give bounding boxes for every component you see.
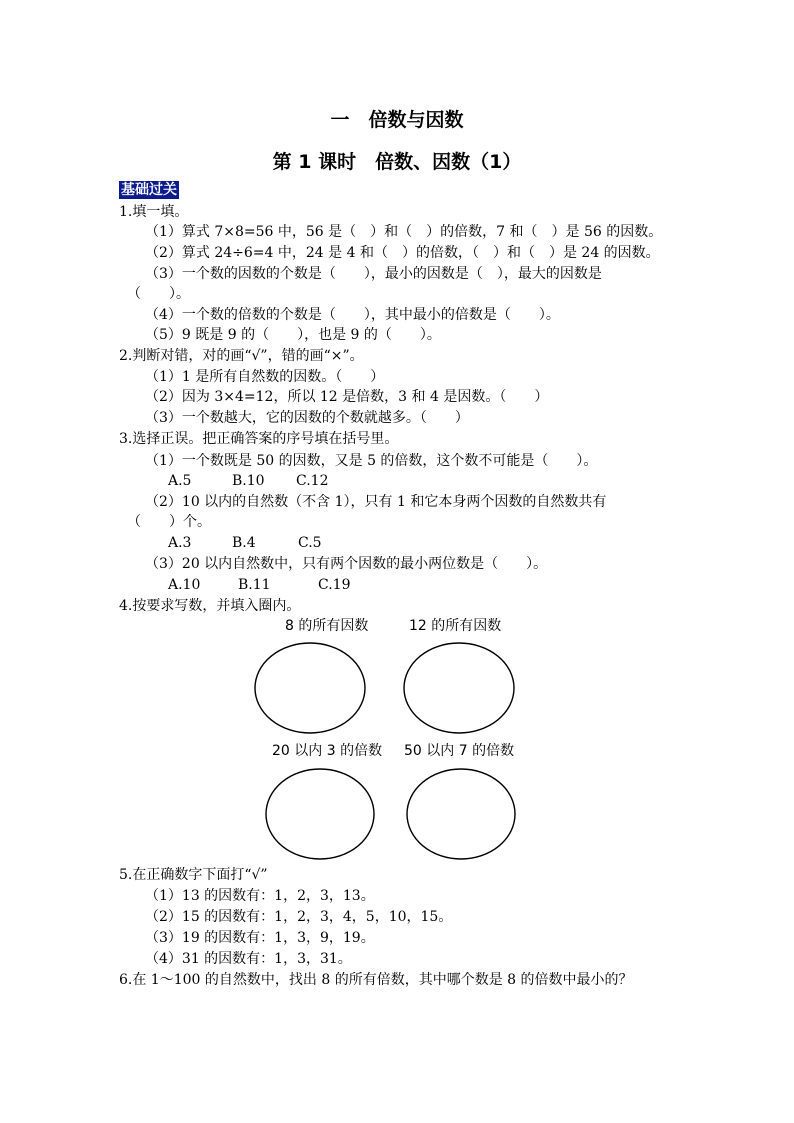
q3-item-2-continued: （ ）个。 bbox=[127, 514, 211, 530]
q1-heading: 1.填一填。 bbox=[119, 204, 189, 220]
answer-circle-multiples-3[interactable] bbox=[262, 766, 378, 862]
q5-item-1: （1）13 的因数有：1，2，3，13。 bbox=[145, 888, 375, 904]
q2-heading: 2.判断对错，对的画“√”，错的画“×”。 bbox=[119, 348, 364, 364]
q1-item-1: （1）算式 7×8=56 中，56 是（ ）和（ ）的倍数，7 和（ ）是 56 的因数。 bbox=[145, 224, 663, 240]
q5-item-3: （3）19 的因数有：1，3，9，19。 bbox=[145, 930, 375, 946]
q3-item-2: （2）10 以内的自然数（不含 1），只有 1 和它本身两个因数的自然数共有 bbox=[145, 494, 607, 510]
q3-item-2-options bbox=[168, 534, 322, 552]
q4-heading: 4.按要求写数，并填入圈内。 bbox=[119, 598, 301, 614]
option-c: C.5 bbox=[298, 535, 322, 551]
option-a: A.3 bbox=[168, 535, 192, 551]
label-factors-of-8: 8 的所有因数 bbox=[285, 618, 369, 634]
label-factors-of-12: 12 的所有因数 bbox=[409, 618, 502, 634]
q2-item-3: （3）一个数越大，它的因数的个数就越多。（ ） bbox=[145, 410, 469, 426]
q3-item-3: （3）20 以内自然数中，只有两个因数的最小两位数是（ ）。 bbox=[145, 556, 548, 572]
q3-item-1-options bbox=[168, 472, 328, 490]
q1-item-4: （4）一个数的倍数的个数是（ ），其中最小的倍数是（ ）。 bbox=[145, 307, 560, 323]
label-multiples-of-3: 20 以内 3 的倍数 bbox=[272, 743, 383, 759]
option-b: B.4 bbox=[232, 535, 256, 551]
q2-item-1: （1）1 是所有自然数的因数。（ ） bbox=[145, 369, 385, 385]
section-badge: 基础过关 bbox=[121, 182, 177, 198]
q5-item-2: （2）15 的因数有：1，2，3，4，5，10，15。 bbox=[145, 909, 453, 925]
lesson-subtitle: 第 1 课时 倍数、因数（1） bbox=[272, 151, 522, 173]
option-a: A.10 bbox=[168, 577, 201, 593]
q6-heading: 6.在 1～100 的自然数中，找出 8 的所有倍数，其中哪个数是 8 的倍数中最小的？ bbox=[119, 972, 633, 988]
option-c: C.12 bbox=[296, 473, 329, 489]
q1-item-3: （3）一个数的因数的个数是（ ），最小的因数是（ ），最大的因数是 bbox=[145, 266, 602, 282]
page-title: 一 倍数与因数 bbox=[330, 109, 464, 131]
q3-item-3-options bbox=[168, 576, 350, 594]
option-b: B.10 bbox=[232, 473, 265, 489]
option-a: A.5 bbox=[168, 473, 192, 489]
label-multiples-of-7: 50 以内 7 的倍数 bbox=[404, 743, 515, 759]
answer-circle-factors-8[interactable] bbox=[252, 640, 368, 736]
q2-item-2: （2）因为 3×4=12，所以 12 是倍数，3 和 4 是因数。（ ） bbox=[145, 389, 549, 405]
q3-item-1: （1）一个数既是 50 的因数，又是 5 的倍数，这个数不可能是（ ）。 bbox=[145, 453, 598, 469]
option-c: C.19 bbox=[318, 577, 351, 593]
q1-item-2: （2）算式 24÷6=4 中，24 是 4 和（ ）的倍数，（ ）和（ ）是 24 的因数。 bbox=[145, 245, 660, 261]
answer-circle-multiples-7[interactable] bbox=[403, 766, 519, 862]
q1-item-5: （5）9 既是 9 的（ ），也是 9 的（ ）。 bbox=[145, 327, 441, 343]
q5-item-4: （4）31 的因数有：1，3，31。 bbox=[145, 951, 352, 967]
answer-circle-factors-12[interactable] bbox=[401, 640, 517, 736]
q5-heading: 5.在正确数字下面打“√” bbox=[119, 867, 268, 883]
q3-heading: 3.选择正误。把正确答案的序号填在括号里。 bbox=[119, 431, 399, 447]
q1-item-3-continued: （ ）。 bbox=[127, 286, 190, 302]
option-b: B.11 bbox=[238, 577, 271, 593]
